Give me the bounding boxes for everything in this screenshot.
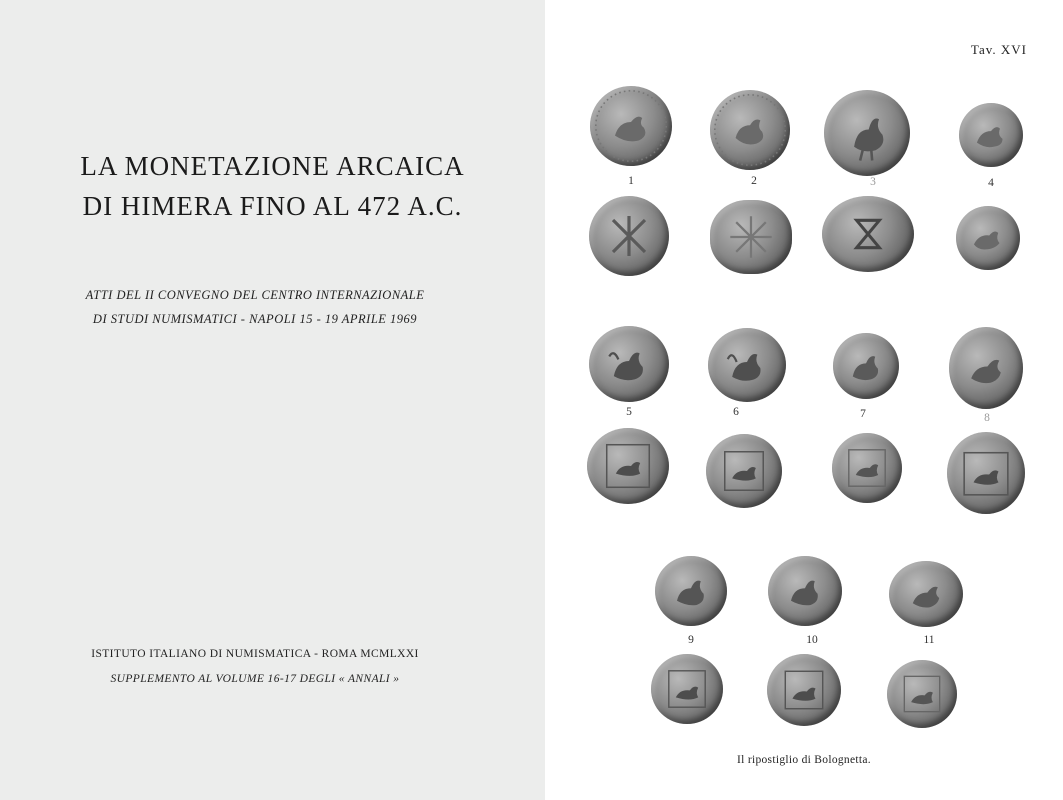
coin-1-obverse [590, 86, 672, 166]
coin-7-reverse [832, 433, 902, 503]
cover-publisher-block [0, 642, 510, 692]
coin-11-reverse [887, 660, 957, 728]
coin-10-reverse [767, 654, 841, 726]
cover-subtitle-line-2: DI STUDI NUMISMATICI - NAPOLI 15 - 19 APRILE 1969 [92, 312, 418, 326]
plate-label: Tav. XVI [970, 42, 1027, 57]
coin-number-2: 2 [751, 175, 757, 187]
coin-2-reverse [710, 200, 792, 274]
coin-6-obverse [708, 328, 786, 402]
coin-8-reverse [947, 432, 1025, 514]
coin-1-reverse [589, 196, 669, 276]
coin-number-1: 1 [628, 175, 634, 187]
coin-10-obverse [768, 556, 842, 626]
coin-9-obverse [655, 556, 727, 626]
coin-5-reverse [587, 428, 669, 504]
coin-2-obverse [710, 90, 790, 170]
cover-subtitle [0, 283, 510, 331]
coin-number-10: 10 [806, 634, 818, 646]
coin-number-11: 11 [923, 634, 935, 646]
coin-5-obverse [589, 326, 669, 402]
cover-title-line-1: LA MONETAZIONE ARCAICA [80, 151, 465, 181]
cover-supplement: SUPPLEMENTO AL VOLUME 16-17 DEGLI « ANNALI » [110, 673, 400, 685]
coin-7-obverse [833, 333, 899, 399]
coin-6-reverse [706, 434, 782, 508]
cover-title [0, 146, 545, 226]
coin-4-obverse [959, 103, 1023, 167]
coin-4-reverse [956, 206, 1020, 270]
coin-number-3: 3 [870, 176, 876, 188]
coin-number-8: 8 [984, 412, 990, 424]
coin-8-obverse [949, 327, 1023, 409]
coin-9-reverse [651, 654, 723, 724]
coin-number-5: 5 [626, 406, 632, 418]
coin-3-obverse [824, 90, 910, 176]
coin-number-7: 7 [860, 408, 866, 420]
cover-publisher: ISTITUTO ITALIANO DI NUMISMATICA - ROMA MCMLXXI [91, 648, 419, 660]
coin-3-reverse [822, 196, 914, 272]
coin-11-obverse [889, 561, 963, 627]
cover-subtitle-line-1: ATTI DEL II CONVEGNO DEL CENTRO INTERNAZIONALE [85, 288, 425, 302]
cover-title-line-2: DI HIMERA FINO AL 472 A.C. [82, 191, 463, 221]
coin-number-6: 6 [733, 406, 739, 418]
plate-page [545, 0, 1063, 800]
coin-number-4: 4 [988, 177, 994, 189]
coin-number-9: 9 [688, 634, 694, 646]
plate-caption: Il ripostiglio di Bolognetta. [737, 754, 871, 766]
